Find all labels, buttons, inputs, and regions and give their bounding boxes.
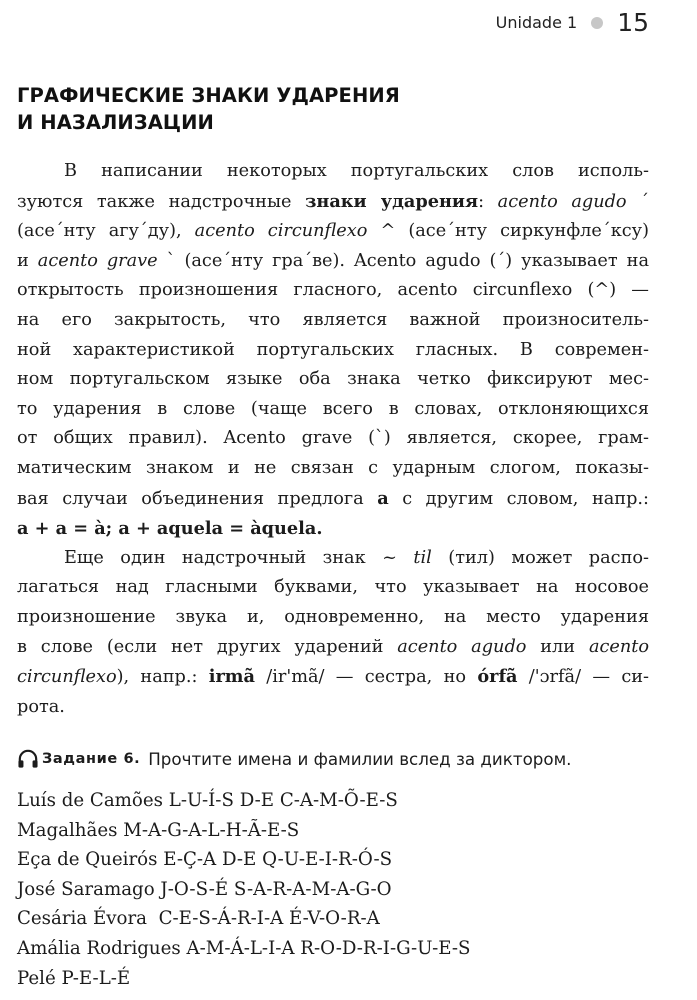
paragraph-1-line xyxy=(17,187,649,218)
paragraph-2-line xyxy=(17,544,649,574)
paragraph-1-line: открытость произношения гласного, acento circunflexo (^) — xyxy=(17,280,649,301)
paragraph-1-line xyxy=(17,247,649,277)
text-run: (асе´нту агу´ду), xyxy=(17,221,195,242)
name-item: José Saramago J-O-S-É S-A-R-A-M-A-G-O xyxy=(17,878,392,900)
unit-label: Unidade 1 xyxy=(495,13,578,32)
text-run: ´ xyxy=(626,191,649,212)
italic-term: circunflexo xyxy=(17,667,117,688)
paragraph-1-line: матическим знаком и не связан с ударным слогом, показы- xyxy=(17,457,649,478)
text-run: ^ (асе´нту сиркунфле´ксу) xyxy=(367,221,649,242)
text-run: зуются также надстрочные xyxy=(17,191,306,212)
name-item: Cesária Évora C-E-S-Á-R-I-A É-V-O-R-A xyxy=(17,908,380,930)
name-item: Magalhães M-A-G-A-L-H-Ã-E-S xyxy=(17,819,300,841)
section-heading-line-1: ГРАФИЧЕСКИЕ ЗНАКИ УДАРЕНИЯ xyxy=(17,84,400,107)
paragraph-1-line: от общих правил). Acento grave (`) является, скорее, грам- xyxy=(17,428,649,449)
italic-term: acento grave xyxy=(37,250,158,271)
name-item: Luís de Camões L-U-Í-S D-E C-A-M-Õ-E-S xyxy=(17,790,398,811)
section-heading-line-2: И НАЗАЛИЗАЦИИ xyxy=(17,111,214,134)
name-item: Eça de Queirós E-Ç-A D-E Q-U-E-I-R-Ó-S xyxy=(17,849,393,871)
paragraph-1-example: a + a = à; a + aquela = àquela. xyxy=(17,518,323,540)
paragraph-1-line: В написании некоторых португальских слов исполь- xyxy=(64,161,649,181)
paragraph-1-line xyxy=(17,484,649,515)
italic-term: acento agudo xyxy=(497,191,627,212)
italic-term: acento circunflexo xyxy=(194,221,368,242)
page-number: 15 xyxy=(617,8,649,37)
headphones-icon[interactable] xyxy=(17,749,39,769)
names-list xyxy=(17,786,677,993)
paragraph-1-line: на его закрытость, что является важной произноситель- xyxy=(17,309,649,330)
paragraph-1-line: то ударения в слове (чаще всего в словах, отклоняющихся xyxy=(17,398,649,419)
text-run: ` (асе´нту гра´ве). Acento agudo (´) указывает на xyxy=(157,250,649,271)
bold-term: знаки ударения xyxy=(305,190,479,212)
page-header xyxy=(496,8,649,37)
text-run: /ir'mã/ — сестра, но xyxy=(254,667,478,688)
paragraph-2-line: рота. xyxy=(17,696,65,717)
bold-term: a xyxy=(377,487,389,509)
task-label: Задание 6. xyxy=(42,751,141,767)
bold-term: órfã xyxy=(477,666,518,688)
paragraph-2-line: произношение звука и, одновременно, на место ударения xyxy=(17,606,649,627)
text-run: вая случаи объединения предлога xyxy=(17,488,378,509)
paragraph-1-line xyxy=(17,217,649,247)
name-item: Amália Rodrigues A-M-Á-L-I-A R-O-D-R-I-G-U-E-S xyxy=(17,937,471,959)
section-heading xyxy=(17,82,537,136)
text-run: /'ɔrfã/ — си- xyxy=(517,667,649,688)
body-text xyxy=(17,157,649,722)
italic-term: acento agudo xyxy=(397,636,527,657)
text-run: в слове (если нет других ударений xyxy=(17,636,398,657)
paragraph-2-line: лагаться над гласными буквами, что указывает на носовое xyxy=(17,577,649,598)
name-item: Pelé P-E-L-É xyxy=(17,967,131,989)
paragraph-2-line xyxy=(17,633,649,663)
bold-term: irmã xyxy=(208,666,255,688)
separator-dot-icon xyxy=(591,17,603,29)
paragraph-1-line: ной характеристикой португальских гласных. В современ- xyxy=(17,339,649,360)
paragraph-2-line xyxy=(17,662,649,693)
text-run: и xyxy=(17,250,38,271)
text-run: или xyxy=(526,636,589,657)
task-instruction: Прочтите имена и фамилии вслед за диктором. xyxy=(148,749,572,769)
text-run: Еще один надстрочный знак ~ xyxy=(64,547,414,568)
italic-term: til xyxy=(413,547,432,568)
text-run: ), напр.: xyxy=(116,667,209,688)
text-run: с другим словом, напр.: xyxy=(388,488,649,509)
italic-term: acento xyxy=(588,636,650,657)
text-run: (тил) может распо- xyxy=(431,547,649,568)
text-run: : xyxy=(478,191,498,212)
paragraph-1-line: ном португальском языке оба знака четко фиксируют мес- xyxy=(17,369,649,390)
task-6 xyxy=(17,749,657,769)
